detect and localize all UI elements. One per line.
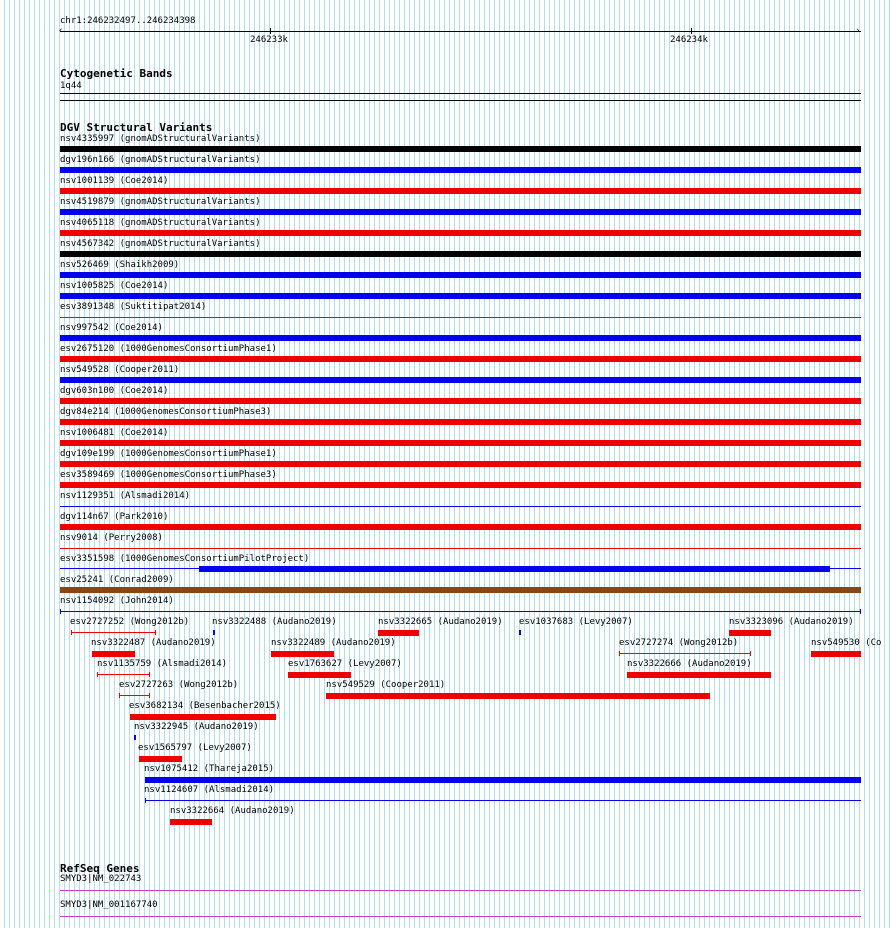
variant-label: nsv997542 (Coe2014): [60, 323, 163, 333]
track-divider: [60, 100, 861, 101]
dgv-track-title[interactable]: DGV Structural Variants: [60, 121, 213, 134]
variant-label: nsv3322489 (Audano2019): [271, 638, 396, 648]
variant-label: nsv1135759 (Alsmadi2014): [97, 659, 228, 669]
variant-bar[interactable]: [145, 777, 861, 783]
variant-bar[interactable]: [60, 251, 861, 257]
variant-bar[interactable]: [271, 651, 334, 657]
gene-label: SMYD3|NM_001167740: [60, 900, 158, 910]
variant-bar[interactable]: [60, 377, 861, 383]
variant-label: nsv3322945 (Audano2019): [134, 722, 259, 732]
variant-bar[interactable]: [60, 419, 861, 425]
variant-bar[interactable]: [729, 630, 771, 636]
variant-label: dgv196n166 (gnomADStructuralVariants): [60, 155, 261, 165]
variant-bar[interactable]: [60, 506, 861, 507]
variant-bar[interactable]: [60, 587, 861, 593]
variant-bar[interactable]: [60, 440, 861, 446]
variant-bar[interactable]: [60, 317, 861, 318]
variant-bar[interactable]: [60, 398, 861, 404]
variant-bar[interactable]: [60, 524, 861, 530]
variant-bar[interactable]: [145, 800, 861, 801]
variant-label: dgv603n100 (Coe2014): [60, 386, 169, 396]
variant-label: esv3589469 (1000GenomesConsortiumPhase3): [60, 470, 277, 480]
cytoband-track-title[interactable]: Cytogenetic Bands: [60, 67, 173, 80]
variant-bar[interactable]: [60, 356, 861, 362]
variant-bar[interactable]: [619, 653, 750, 654]
variant-end-tick: [155, 630, 156, 635]
variant-label: nsv3323096 (Audano2019): [729, 617, 854, 627]
variant-label: nsv1006481 (Coe2014): [60, 428, 169, 438]
refseq-track-title[interactable]: RefSeq Genes: [60, 862, 140, 875]
variant-label: nsv1005825 (Coe2014): [60, 281, 169, 291]
variant-label: esv3351598 (1000GenomesConsortiumPilotProject): [60, 554, 310, 564]
variant-bar[interactable]: [139, 756, 182, 762]
variant-bar[interactable]: [119, 695, 149, 696]
variant-label: nsv4519879 (gnomADStructuralVariants): [60, 197, 261, 207]
variant-label: nsv1075412 (Thareja2015): [144, 764, 275, 774]
variant-bar[interactable]: [811, 651, 861, 657]
variant-label: nsv3322666 (Audano2019): [627, 659, 752, 669]
variant-bar[interactable]: [92, 651, 135, 657]
variant-bar[interactable]: [60, 461, 861, 467]
variant-bar[interactable]: [326, 693, 710, 699]
variant-bar[interactable]: [60, 146, 861, 152]
cytoband-label: 1q44: [60, 81, 82, 91]
variant-label: dgv84e214 (1000GenomesConsortiumPhase3): [60, 407, 272, 417]
variant-bar[interactable]: [378, 630, 419, 636]
variant-bar[interactable]: [213, 630, 215, 635]
variant-label: nsv3322665 (Audano2019): [378, 617, 503, 627]
variant-label: esv2727263 (Wong2012b): [119, 680, 239, 690]
variant-label: nsv1154092 (John2014): [60, 596, 174, 606]
variant-bar[interactable]: [519, 630, 521, 635]
variant-bar[interactable]: [199, 566, 830, 572]
variant-label: nsv4335997 (gnomADStructuralVariants): [60, 134, 261, 144]
variant-bar[interactable]: [60, 611, 861, 612]
ruler-tick-246234k: [691, 28, 692, 34]
variant-label: nsv1129351 (Alsmadi2014): [60, 491, 191, 501]
variant-bar[interactable]: [134, 735, 136, 740]
variant-bar[interactable]: [288, 672, 351, 678]
variant-bar[interactable]: [130, 714, 276, 720]
variant-bar[interactable]: [60, 335, 861, 341]
gene-line[interactable]: [60, 890, 861, 891]
variant-label: nsv526469 (Shaikh2009): [60, 260, 180, 270]
variant-bar[interactable]: [627, 672, 771, 678]
variant-end-tick: [60, 609, 61, 614]
variant-label: esv2727274 (Wong2012b): [619, 638, 739, 648]
gene-label: SMYD3|NM_022743: [60, 874, 142, 884]
variant-label: dgv109e199 (1000GenomesConsortiumPhase1): [60, 449, 277, 459]
variant-label: esv3682134 (Besenbacher2015): [129, 701, 281, 711]
ruler-arrow-right: ›: [855, 26, 861, 36]
variant-bar[interactable]: [60, 167, 861, 173]
variant-label: nsv1001139 (Coe2014): [60, 176, 169, 186]
variant-label: nsv4065118 (gnomADStructuralVariants): [60, 218, 261, 228]
variant-bar[interactable]: [71, 632, 155, 633]
position-label: chr1:246232497..246234398: [60, 16, 196, 26]
variant-end-tick: [860, 609, 861, 614]
variant-label: nsv549528 (Cooper2011): [60, 365, 180, 375]
variant-label: esv1037683 (Levy2007): [519, 617, 633, 627]
variant-end-tick: [97, 672, 98, 677]
ruler-axis: [60, 31, 861, 32]
variant-bar[interactable]: [60, 548, 861, 549]
variant-label: esv1763627 (Levy2007): [288, 659, 402, 669]
variant-end-tick: [145, 798, 146, 803]
variant-end-tick: [149, 693, 150, 698]
variant-bar[interactable]: [60, 482, 861, 488]
variant-label: nsv3322488 (Audano2019): [212, 617, 337, 627]
variant-bar[interactable]: [60, 293, 861, 299]
variant-label: nsv549530 (Co: [811, 638, 882, 648]
variant-bar[interactable]: [60, 272, 861, 278]
variant-label: dgv114n67 (Park2010): [60, 512, 169, 522]
variant-label: nsv3322664 (Audano2019): [170, 806, 295, 816]
variant-label: nsv4567342 (gnomADStructuralVariants): [60, 239, 261, 249]
gene-line[interactable]: [60, 916, 861, 917]
variant-end-tick: [149, 672, 150, 677]
variant-label: esv25241 (Conrad2009): [60, 575, 174, 585]
variant-label: esv2675120 (1000GenomesConsortiumPhase1): [60, 344, 277, 354]
variant-label: esv1565797 (Levy2007): [138, 743, 252, 753]
ruler-tick-246233k: [270, 28, 271, 34]
variant-label: nsv9014 (Perry2008): [60, 533, 163, 543]
variant-label: nsv1124607 (Alsmadi2014): [144, 785, 275, 795]
ruler-tick-label-246234k: 246234k: [670, 35, 708, 45]
variant-bar[interactable]: [60, 230, 861, 236]
variant-end-tick: [619, 651, 620, 656]
variant-bar[interactable]: [60, 188, 861, 194]
variant-bar[interactable]: [170, 819, 212, 825]
variant-end-tick: [119, 693, 120, 698]
variant-label: esv2727252 (Wong2012b): [70, 617, 190, 627]
variant-bar[interactable]: [97, 674, 149, 675]
ruler-tick-label-246233k: 246233k: [250, 35, 288, 45]
ruler-arrow-left: ‹: [58, 26, 64, 36]
variant-label: nsv3322487 (Audano2019): [91, 638, 216, 648]
cytoband-bar[interactable]: [60, 93, 861, 94]
variant-end-tick: [71, 630, 72, 635]
variant-label: esv3891348 (Suktitipat2014): [60, 302, 207, 312]
variant-label: nsv549529 (Cooper2011): [326, 680, 446, 690]
variant-end-tick: [750, 651, 751, 656]
variant-bar[interactable]: [60, 209, 861, 215]
